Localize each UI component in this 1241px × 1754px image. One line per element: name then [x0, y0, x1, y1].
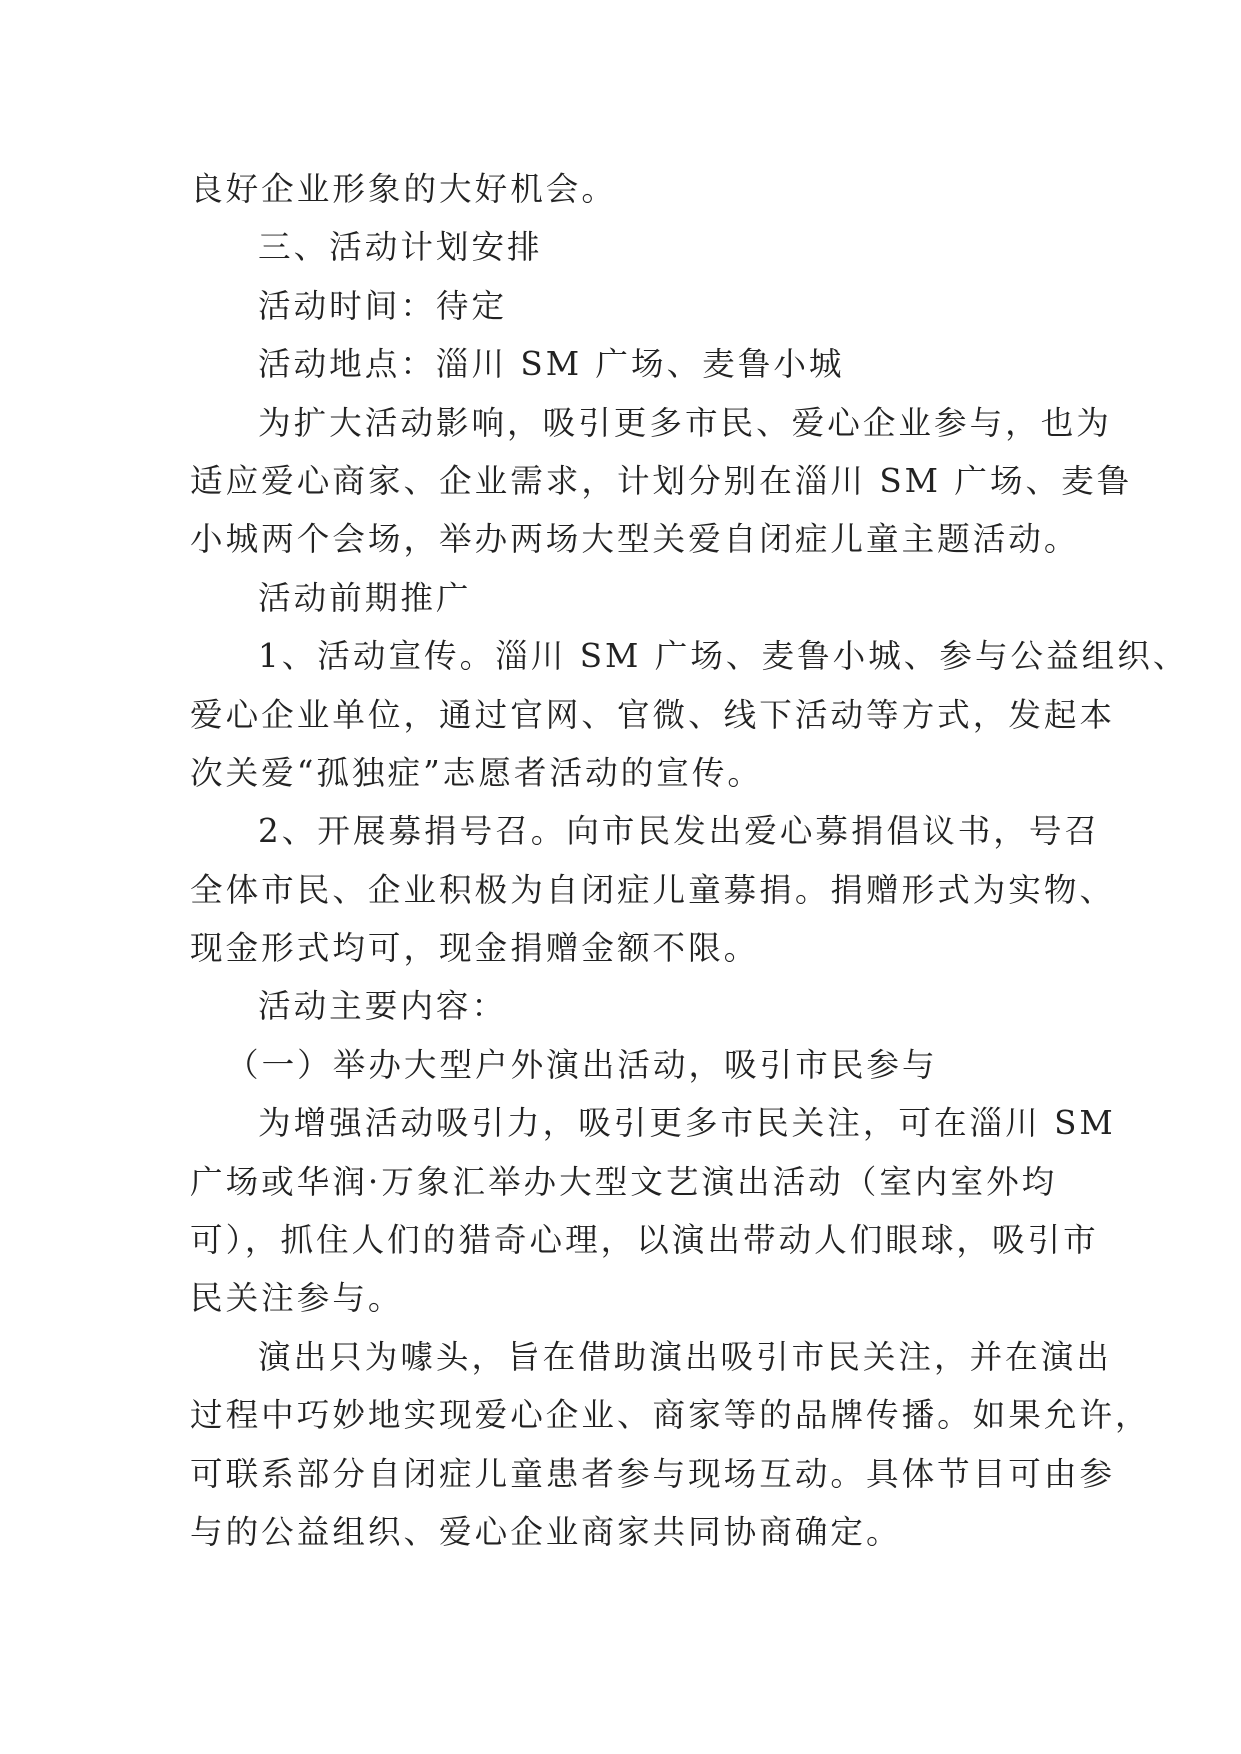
- paragraph-line: 次关爱“孤独症”志愿者活动的宣传。: [190, 753, 763, 792]
- subsection-heading: （一）举办大型户外演出活动，吸引市民参与: [226, 1045, 938, 1084]
- paragraph-line: 民关注参与。: [190, 1279, 404, 1318]
- paragraph-line: 小城两个会场，举办两场大型关爱自闭症儿童主题活动。: [190, 520, 1080, 559]
- paragraph-line: 为增强活动吸引力，吸引更多市民关注，可在淄川 SM: [258, 1104, 1116, 1143]
- paragraph-line: 全体市民、企业积极为自闭症儿童募捐。捐赠形式为实物、: [190, 870, 1116, 909]
- paragraph-line: 可），抓住人们的猎奇心理，以演出带动人们眼球，吸引市: [190, 1221, 1099, 1260]
- subsection-heading: 活动前期推广: [258, 578, 472, 617]
- paragraph-line: 2、开展募捐号召。向市民发出爱心募捐倡议书，号召: [258, 812, 1101, 851]
- paragraph-line: 良好企业形象的大好机会。: [190, 170, 617, 208]
- paragraph-line: 爱心企业单位，通过官网、官微、线下活动等方式，发起本: [190, 695, 1116, 734]
- subsection-heading: 活动主要内容：: [258, 987, 508, 1026]
- paragraph-line: 现金形式均可，现金捐赠金额不限。: [190, 929, 760, 968]
- paragraph-line: 1、活动宣传。淄川 SM 广场、麦鲁小城、参与公益组织、: [258, 637, 1189, 676]
- section-heading: 三、活动计划安排: [258, 228, 543, 267]
- paragraph-line: 广场或华润·万象汇举办大型文艺演出活动（室内室外均: [190, 1162, 1058, 1201]
- activity-location: 活动地点：淄川 SM 广场、麦鲁小城: [258, 345, 845, 384]
- paragraph-line: 为扩大活动影响，吸引更多市民、爱心企业参与，也为: [258, 403, 1112, 442]
- activity-time: 活动时间：待定: [258, 286, 508, 325]
- paragraph-line: 演出只为噱头，旨在借助演出吸引市民关注，并在演出: [258, 1337, 1112, 1376]
- paragraph-line: 可联系部分自闭症儿童患者参与现场互动。具体节目可由参: [190, 1454, 1116, 1493]
- paragraph-line: 与的公益组织、爱心企业商家共同协商确定。: [190, 1512, 902, 1551]
- document-body: [190, 160, 1189, 1561]
- paragraph-line: 过程中巧妙地实现爱心企业、商家等的品牌传播。如果允许，: [190, 1396, 1151, 1435]
- paragraph-line: 适应爱心商家、企业需求，计划分别在淄川 SM 广场、麦鲁: [190, 461, 1133, 500]
